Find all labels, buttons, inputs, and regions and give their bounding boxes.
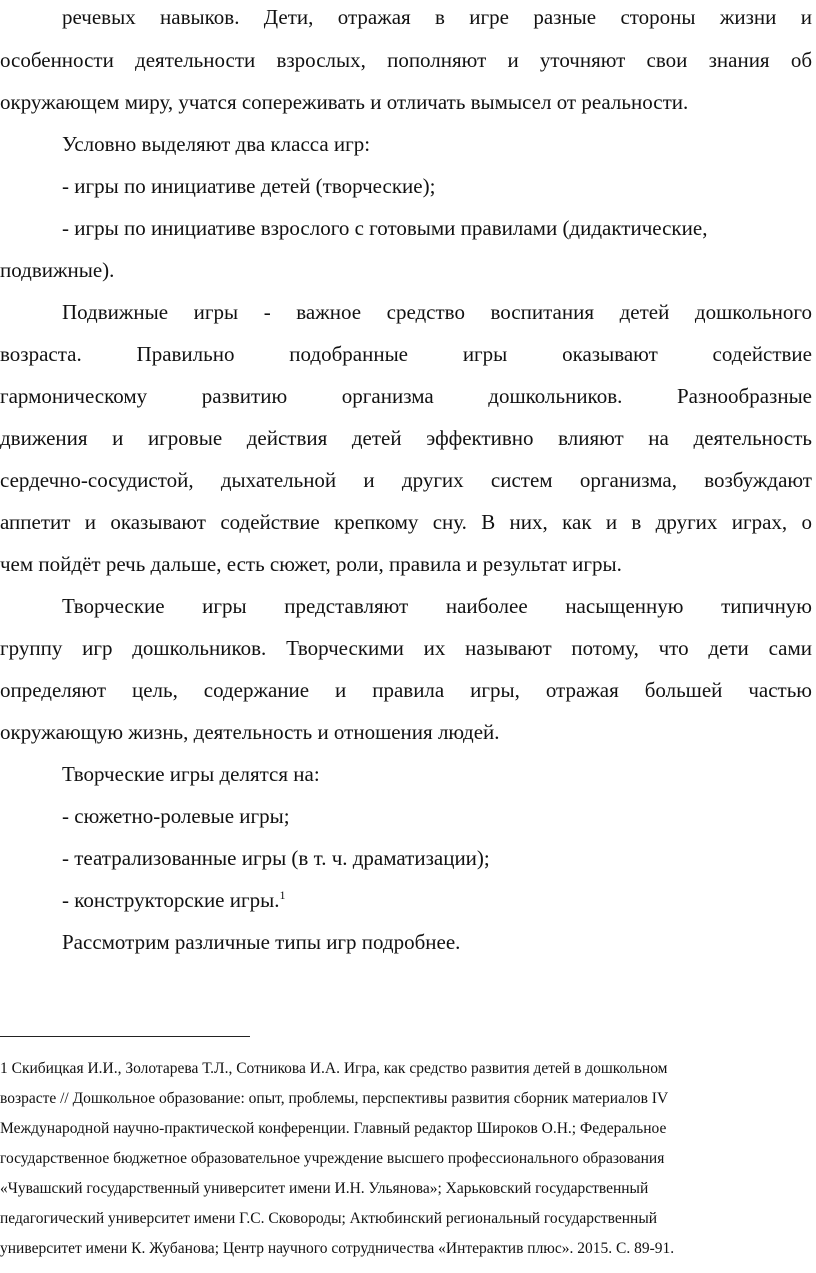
footnote-line: 1 Скибицкая И.И., Золотарева Т.Л., Сотникова И.А. Игра, как средство развития детей в дошкольном	[0, 1060, 668, 1077]
text-line: - театрализованные игры (в т. ч. драматизации);	[62, 846, 490, 870]
text-line: подвижные).	[0, 258, 115, 282]
text-line: Подвижные игры - важное средство воспитания детей дошкольного	[62, 300, 812, 324]
text-line: гармоническому развитию организма дошкольников. Разнообразные	[0, 384, 812, 408]
text-line: Творческие игры представляют наиболее насыщенную типичную	[62, 594, 812, 618]
text-line: движения и игровые действия детей эффективно влияют на деятельность	[0, 426, 812, 450]
footnote-line: возрасте // Дошкольное образование: опыт, проблемы, перспективы развития сборник материалов IV	[0, 1090, 669, 1107]
text-line: чем пойдёт речь дальше, есть сюжет, роли, правила и результат игры.	[0, 552, 622, 576]
footnote-line: педагогический университет имени Г.С. Сковороды; Актюбинский региональный государственный	[0, 1210, 658, 1227]
text-line: возраста. Правильно подобранные игры оказывают содействие	[0, 342, 812, 366]
footnote-line: государственное бюджетное образовательное учреждение высшего профессионального образования	[0, 1150, 665, 1167]
text-line-content: - конструкторские игры.	[62, 888, 280, 912]
text-line: особенности деятельности взрослых, пополняют и уточняют свои знания об	[0, 48, 812, 72]
footnote-line: «Чувашский государственный университет имени И.Н. Ульянова»; Харьковский государственный	[0, 1180, 649, 1197]
text-line: аппетит и оказывают содействие крепкому сну. В них, как и в других играх, о	[0, 510, 812, 534]
text-line: окружающую жизнь, деятельность и отношения людей.	[0, 720, 500, 744]
text-line: Творческие игры делятся на:	[62, 762, 320, 786]
footnote-line: университет имени К. Жубанова; Центр научного сотрудничества «Интерактив плюс». 2015. С. 89-91.	[0, 1240, 675, 1257]
text-line: определяют цель, содержание и правила игры, отражая большей частью	[0, 678, 812, 702]
text-line: - игры по инициативе детей (творческие);	[62, 174, 436, 198]
text-line: - сюжетно-ролевые игры;	[62, 804, 290, 828]
text-line: Рассмотрим различные типы игр подробнее.	[62, 930, 461, 954]
footnote-reference[interactable]: 1	[279, 888, 286, 902]
text-line: - игры по инициативе взрослого с готовыми правилами (дидактические,	[62, 216, 708, 240]
text-line: речевых навыков. Дети, отражая в игре разные стороны жизни и	[62, 5, 812, 29]
text-line	[62, 885, 812, 915]
text-line: группу игр дошкольников. Творческими их называют потому, что дети сами	[0, 636, 812, 660]
footnote-separator	[0, 1036, 250, 1037]
footnote-line: Международной научно-практической конференции. Главный редактор Широков О.Н.; Федеральное	[0, 1120, 667, 1137]
text-line: Условно выделяют два класса игр:	[62, 132, 371, 156]
text-line: сердечно-сосудистой, дыхательной и других систем организма, возбуждают	[0, 468, 812, 492]
text-line: окружающем миру, учатся сопереживать и отличать вымысел от реальности.	[0, 90, 689, 114]
